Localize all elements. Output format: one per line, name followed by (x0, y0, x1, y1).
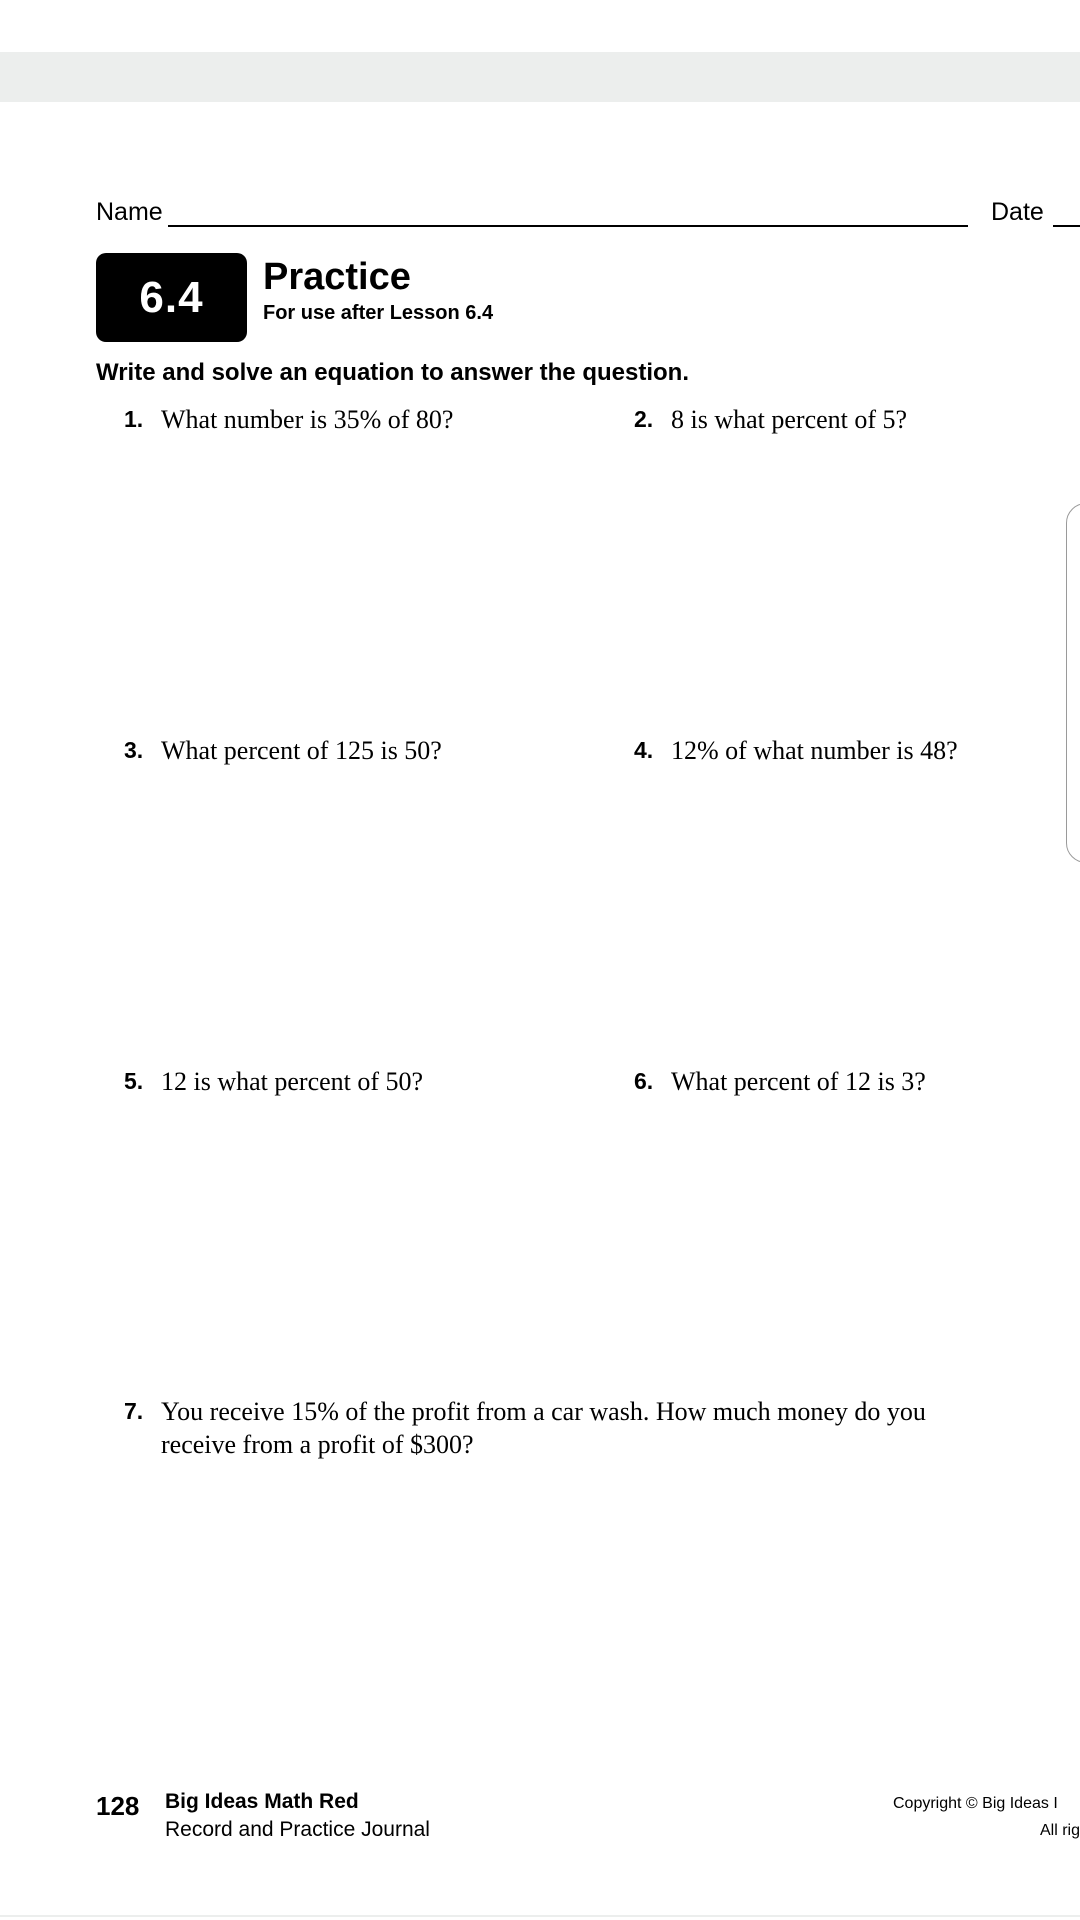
question-number: 7. (124, 1398, 144, 1424)
page-number: 128 (96, 1791, 140, 1821)
question-number: 5. (124, 1068, 144, 1094)
question-text: What number is 35% of 80? (161, 405, 454, 434)
question-number: 3. (124, 737, 144, 763)
book-subtitle: Record and Practice Journal (165, 1818, 430, 1841)
bottom-rule (0, 1915, 1080, 1917)
question-number: 2. (634, 406, 654, 432)
lesson-number: 6.4 (139, 272, 204, 322)
practice-subtitle: For use after Lesson 6.4 (263, 302, 494, 324)
date-line (1053, 225, 1080, 227)
book-title: Big Ideas Math Red (165, 1790, 359, 1813)
question-text: You receive 15% of the profit from a car wash. How much money do you (161, 1397, 926, 1426)
question-text: What percent of 12 is 3? (671, 1067, 926, 1096)
top-band (0, 52, 1080, 102)
question-text: 12% of what number is 48? (671, 736, 958, 765)
practice-title: Practice (263, 256, 411, 298)
question-number: 1. (124, 406, 144, 432)
name-label: Name (96, 198, 163, 226)
question-text: 12 is what percent of 50? (161, 1067, 424, 1096)
rights-notice: All rig (1040, 1822, 1080, 1839)
question-text-continued: receive from a profit of $300? (161, 1430, 474, 1459)
side-tab (1066, 503, 1080, 863)
name-line (168, 225, 968, 227)
lesson-badge (96, 253, 247, 342)
question-number: 4. (634, 737, 654, 763)
instructions: Write and solve an equation to answer the question. (96, 359, 689, 386)
question-number: 6. (634, 1068, 654, 1094)
question-text: 8 is what percent of 5? (671, 405, 908, 434)
copyright-notice: Copyright © Big Ideas I (893, 1795, 1058, 1812)
date-label: Date (991, 198, 1044, 226)
question-text: What percent of 125 is 50? (161, 736, 442, 765)
